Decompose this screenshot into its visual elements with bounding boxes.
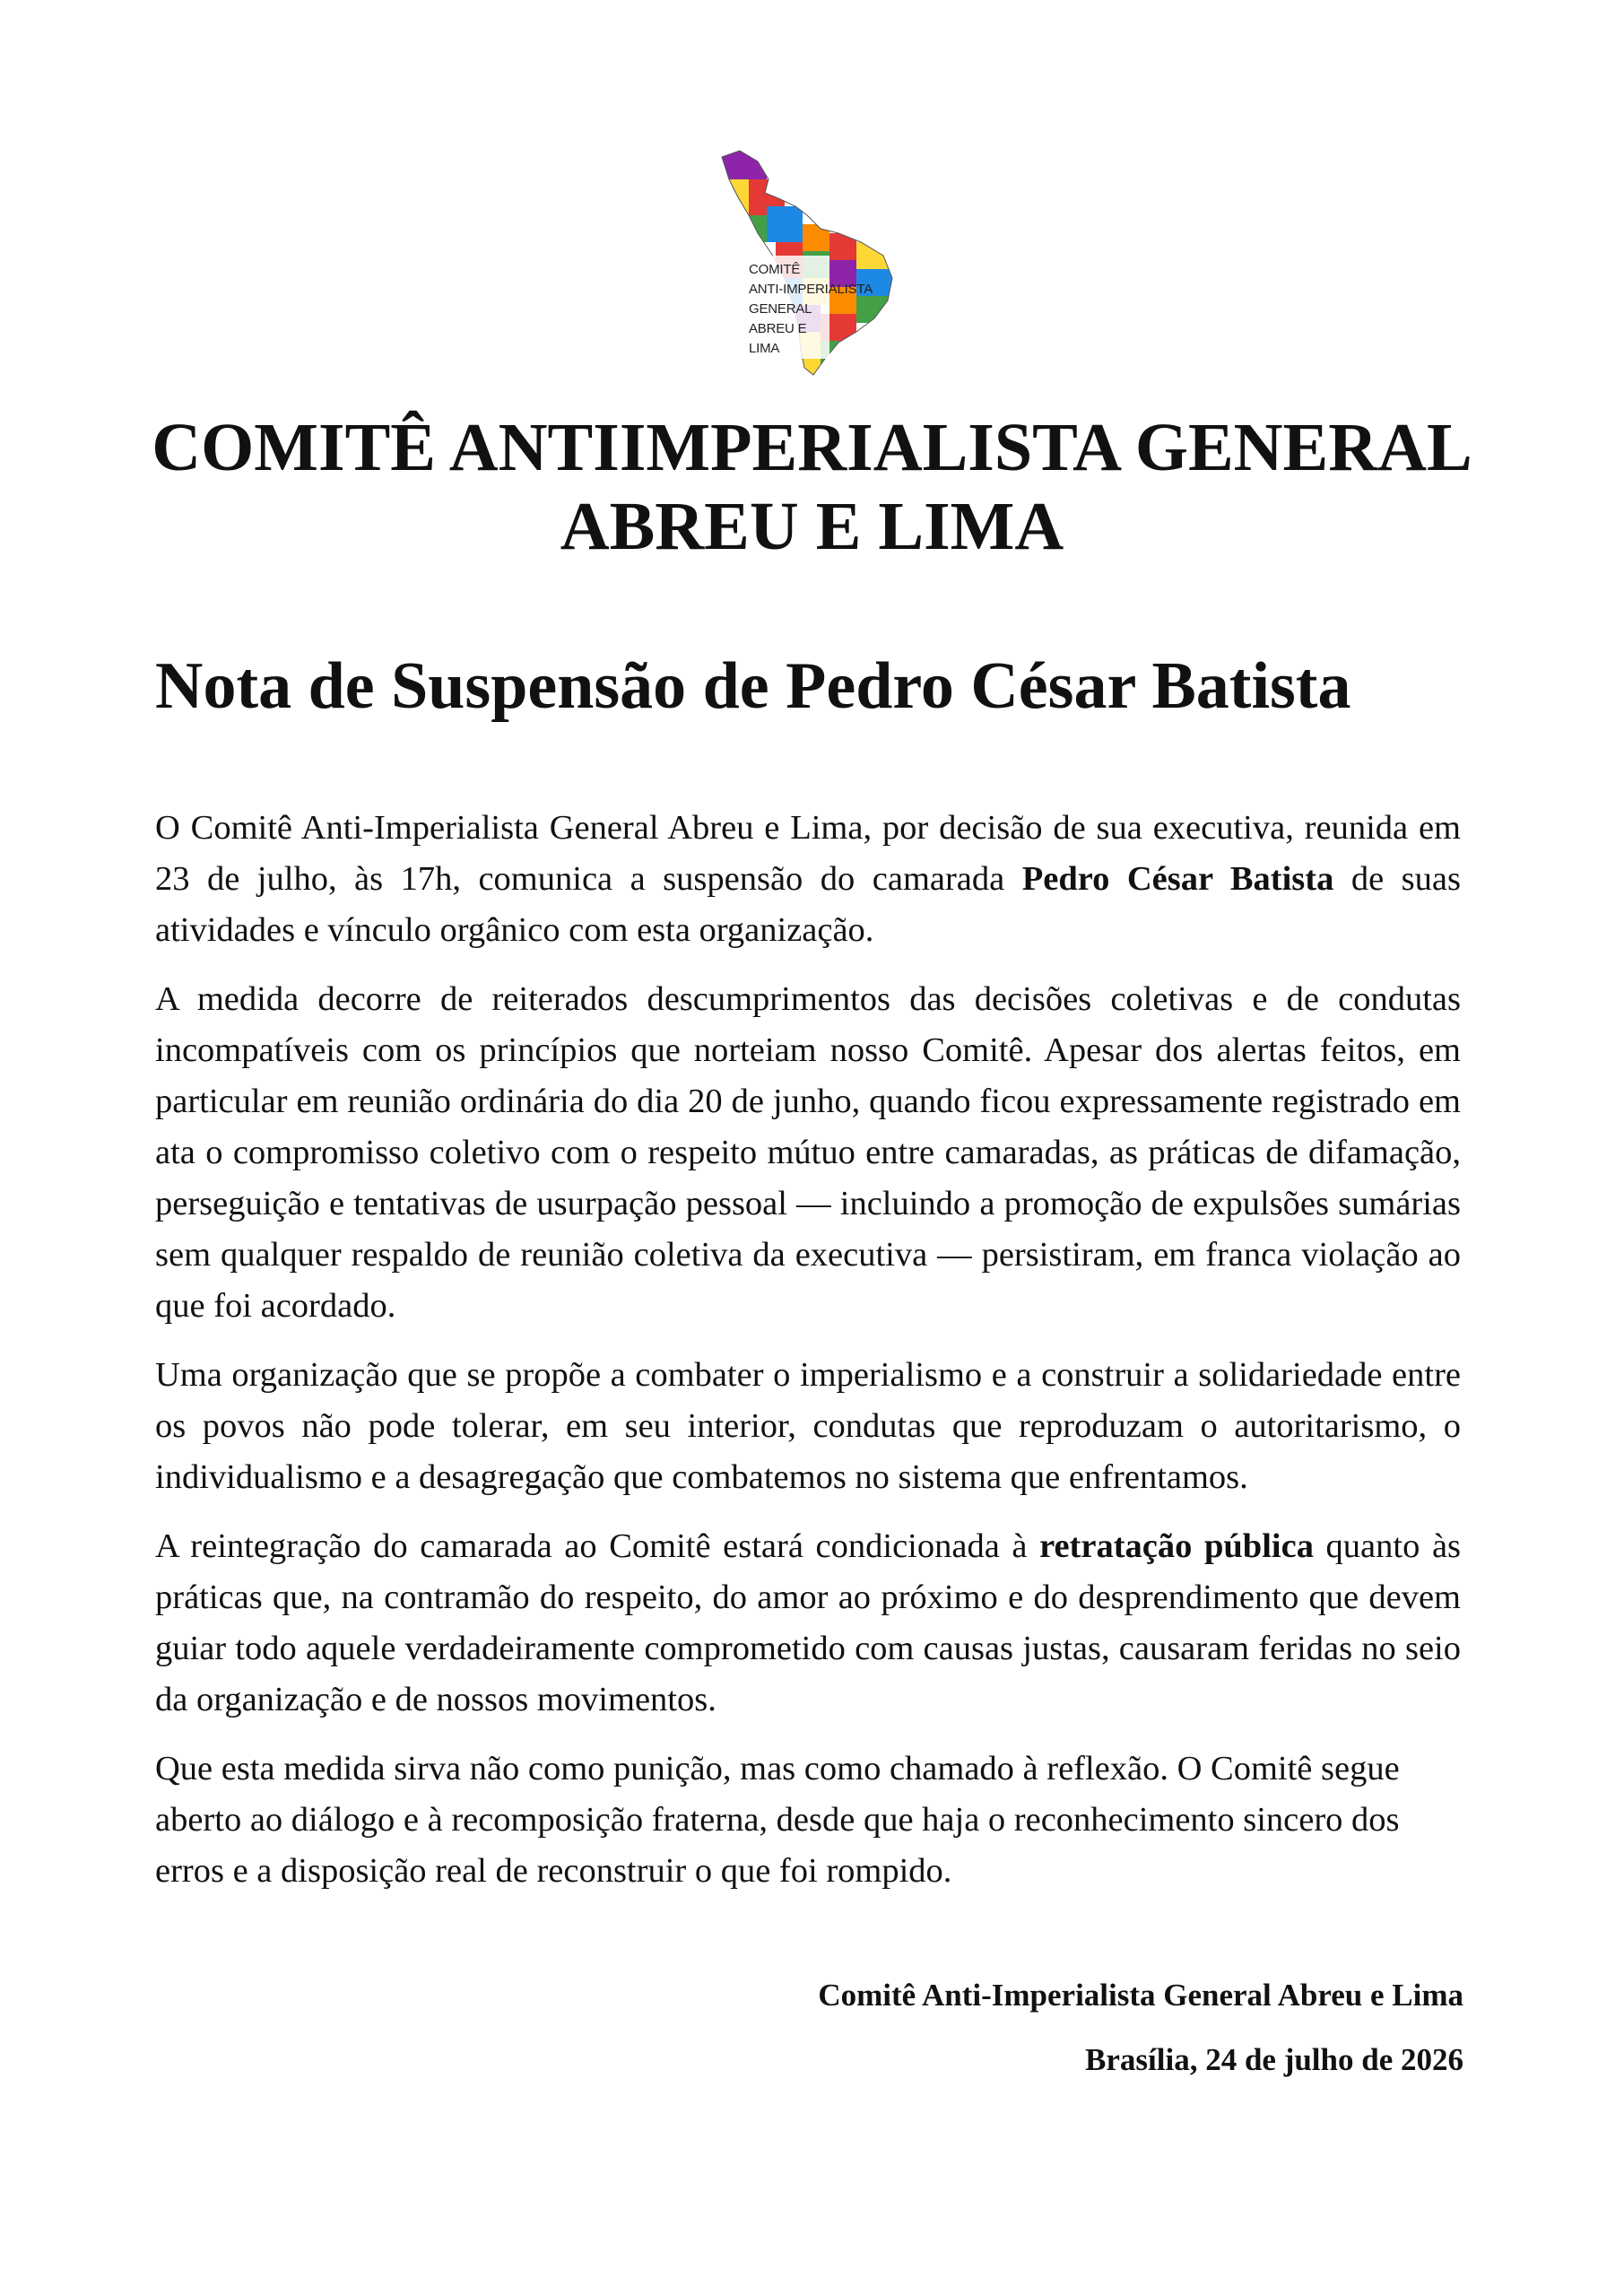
paragraph-5: Que esta medida sirva não como punição, mas como chamado à reflexão. O Comitê segue aberto ao diálogo e à recomposição fraterna, desde que haja o reconhecimento sincero dos erros e a disposição real de reconstruir o que foi rompido. <box>155 1750 1400 1890</box>
logo-text-line: ABREU E <box>749 321 807 336</box>
paragraph-4 <box>155 1521 1461 1726</box>
paragraph-text: de suas atividades e vínculo orgânico com esta organização. <box>155 860 1461 949</box>
paragraph-text: quanto às práticas que, na contramão do respeito, do amor ao próximo e do desprendimento que devem guiar todo aquele verdadeiramente comprometido com causas justas, causaram feridas no seio da organização e de nossos movimentos. <box>155 1527 1462 1718</box>
logo-text-line: LIMA <box>749 341 780 356</box>
signature-organization: Comitê Anti-Imperialista General Abreu e Lima <box>818 1978 1463 2013</box>
signature-block <box>818 1973 1463 2102</box>
logo-text-line: GENERAL <box>749 301 812 317</box>
organization-title-line1: COMITÊ ANTIIMPERIALISTA GENERAL <box>152 410 1472 485</box>
document-body <box>155 803 1461 1915</box>
organization-title <box>90 408 1534 566</box>
logo-text-line: COMITÊ <box>749 262 801 277</box>
bold-name: Pedro César Batista <box>1021 860 1334 898</box>
paragraph-3: Uma organização que se propõe a combater o imperialismo e a construir a solidariedade entre os povos não pode tolerar, em seu interior, condutas que reproduzam o autoritarismo, o individualismo e a desagregação que combatemos no sistema que enfrentamos. <box>155 1356 1461 1496</box>
logo <box>713 144 928 377</box>
logo-text-line: ANTI-IMPERIALISTA <box>749 282 873 297</box>
logo-text <box>749 260 873 359</box>
paragraph-text: A reintegração do camarada ao Comitê estará condicionada à <box>155 1527 1040 1565</box>
signature-place-date: Brasília, 24 de julho de 2026 <box>1085 2042 1463 2077</box>
document-title: Nota de Suspensão de Pedro César Batista <box>155 649 1351 723</box>
paragraph-2: A medida decorre de reiterados descumprimentos das decisões coletivas e de condutas incompatíveis com os princípios que norteiam nosso Comitê. Apesar dos alertas feitos, em particular em reunião ordinária do dia 20 de junho, quando ficou expressamente registrado em ata o compromisso coletivo com o respeito mútuo entre camaradas, as práticas de difamação, perseguição e tentativas de usurpação pessoal — incluindo a promoção de expulsões sumárias sem qualquer respaldo de reunião coletiva da executiva — persistiram, em franca violação ao que foi acordado. <box>155 980 1461 1325</box>
bold-emphasis: retratação pública <box>1039 1527 1314 1565</box>
paragraph-1 <box>155 803 1461 956</box>
paragraph-text: O Comitê Anti-Imperialista General Abreu e Lima, por decisão de sua executiva, reunida em 23 de julho, às 17h, comunica a suspensão do camarada <box>155 809 1461 898</box>
organization-title-line2: ABREU E LIMA <box>560 489 1064 564</box>
